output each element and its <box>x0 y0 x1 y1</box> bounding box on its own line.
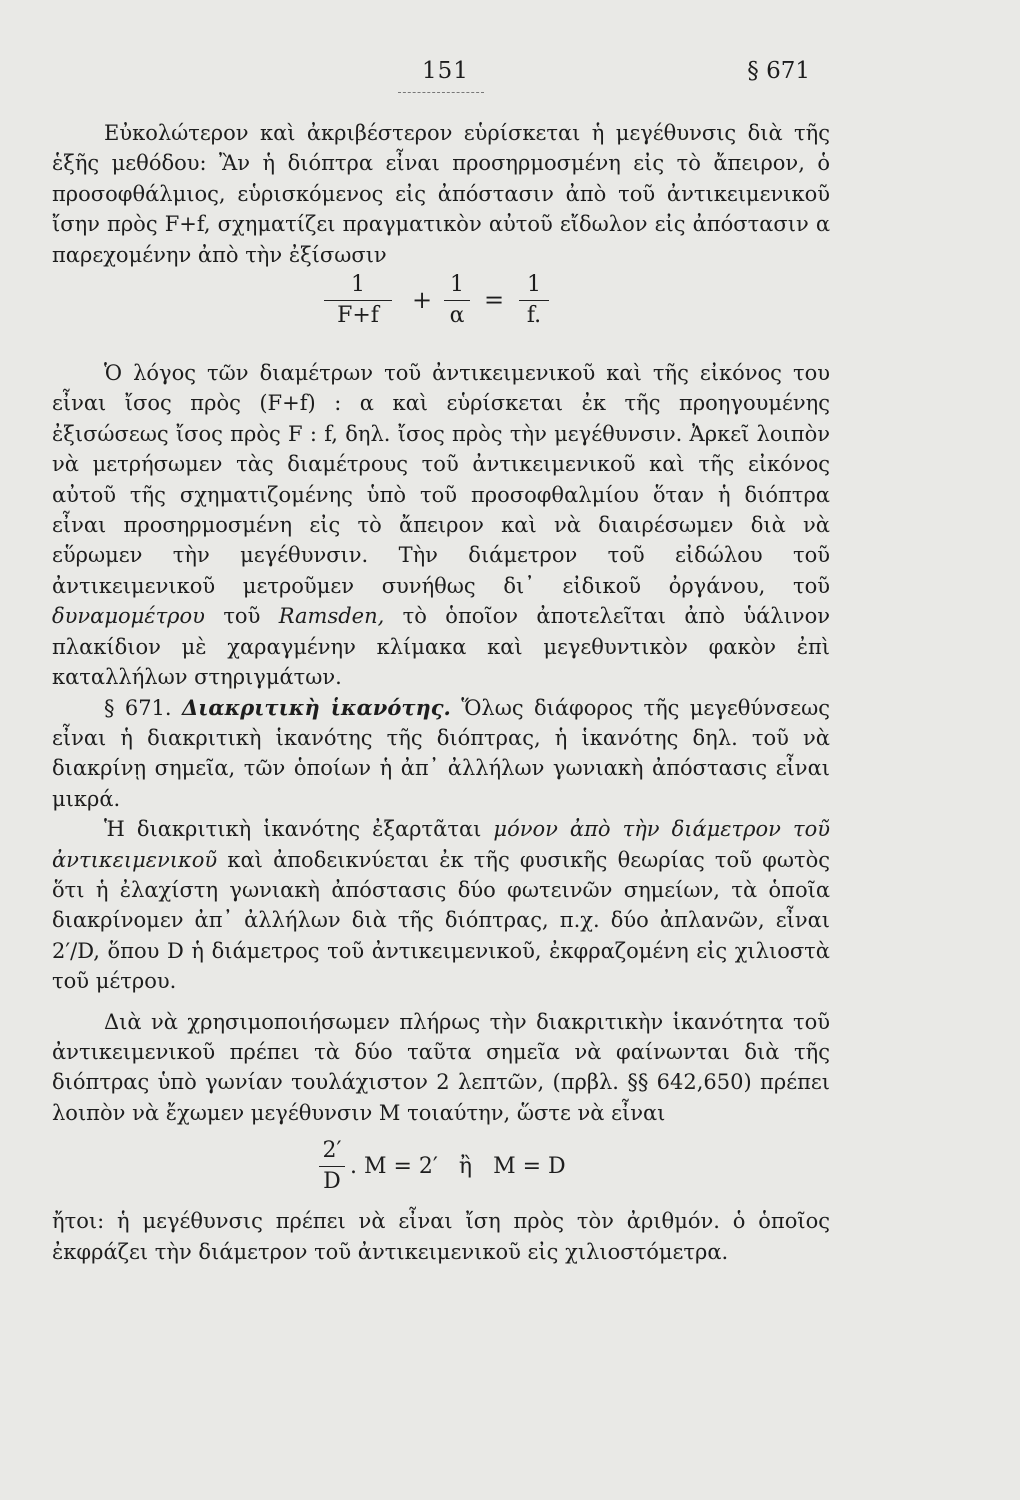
fraction-2-numerator: 1 <box>450 272 464 298</box>
paragraph-2-text: Ὁ λόγος τῶν διαμέτρων τοῦ ἀντικειμενικοῦ καὶ τῆς εἰκόνος του εἶναι ἴσος πρὸς (F+f) : α καὶ εὑρίσκεται ἐκ τῆς προηγουμένης ἐξισώσεως ἴσος πρὸς F : f, δηλ. ἴσος πρὸς τὴν μεγέθυνσιν. Ἀρκεῖ λοιπὸν νὰ μετρήσωμεν τὰς διαμέτρους τοῦ ἀντικειμενικοῦ καὶ τῆς εἰκόνος αὐτοῦ τῆς σχηματιζομένης ὑπὸ τοῦ προσοφθαλμίου ὅταν ἡ διόπτρα εἶναι προσηρμοσμένη εἰς τὸ ἄπειρον καὶ νὰ διαιρέσωμεν διὰ νὰ εὕρωμεν τὴν μεγέθυνσιν. Τὴν διάμετρον τοῦ εἰδώλου τοῦ ἀντικειμενικοῦ μετροῦμεν συνήθως δι᾽ εἰδικοῦ ὀργάνου, τοῦ <box>52 361 830 598</box>
header-rule <box>398 92 484 93</box>
paragraph-2-mid: τοῦ <box>223 604 261 629</box>
paragraph-4-start: Ἡ διακριτικὴ ἱκανότης ἐξαρτᾶται <box>104 817 482 842</box>
fraction-3-denominator: f. <box>526 303 542 329</box>
paragraph-4-end: καὶ ἀποδεικνύεται ἐκ τῆς φυσικῆς θεωρίας τοῦ φωτὸς ὅτι ἡ ἐλαχίστη γωνιακὴ ἀπόστασις δύο φωτεινῶν σημείων, τὰ ὁποῖα διακρίνομεν ἀπ᾽ ἀλλήλων διὰ τῆς διόπτρας, π.χ. δύο ἀπλανῶν, εἶναι 2′/D, ὅπου D ἡ διάμετρος τοῦ ἀντικειμενικοῦ, ἐκφραζομένη εἰς χιλιοστὰ τοῦ μέτρου. <box>52 847 830 994</box>
magnification-fraction-numerator: 2′ <box>322 1138 342 1164</box>
dynamometer-term: δυναμομέτρου <box>52 604 205 629</box>
paragraph-1: Εὐκολώτερον καὶ ἀκριβέστερον εὑρίσκεται ἡ μεγέθυνσις διὰ τῆς ἑξῆς μεθόδου: Ἂν ἡ διόπτρα εἶναι προσηρμοσμένη εἰς τὸ ἄπειρον, ὁ προσοφθάλμιος, εὑρισκόμενος εἰς ἀπόστασιν ἀπὸ τοῦ ἀντικειμενικοῦ ἴσην πρὸς F+f, σχηματίζει πραγματικὸν αὐτοῦ εἴδωλον εἰς ἀπόστασιν α παρεχομένην ἀπὸ τὴν ἐξίσωσιν <box>52 121 830 267</box>
fraction-1 <box>322 270 394 331</box>
section-title: Διακριτικὴ ἱκανότης. <box>181 694 451 720</box>
plus-sign: + <box>412 286 433 315</box>
paragraph-5: Διὰ νὰ χρησιμοποιήσωμεν πλήρως τὴν διακριτικὴν ἱκανότητα τοῦ ἀντικειμενικοῦ πρέπει τὰ δύο ταῦτα σημεῖα νὰ φαίνωνται διὰ τῆς διόπτρας ὑπὸ γωνίαν τουλάχιστον 2 λεπτῶν, (πρβλ. §§ 642,650) πρέπει λοιπὸν νὰ ἔχωμεν μεγέθυνσιν M τοιαύτην, ὥστε νὰ εἶναι <box>52 1009 830 1125</box>
ramsden-name: Ramsden, <box>278 604 385 629</box>
fraction-3 <box>517 270 551 331</box>
fraction-2-denominator: α <box>449 303 465 329</box>
paragraph-2 <box>52 358 830 692</box>
magnification-fraction <box>317 1136 347 1197</box>
equals-sign: = <box>484 286 505 315</box>
lens-equation <box>52 270 830 358</box>
fraction-2 <box>442 270 472 331</box>
paragraph-2-end: τὸ ὁποῖον ἀποτελεῖται ἀπὸ ὑάλινον πλακίδιον μὲ χαραγμένην κλίμακα καὶ μεγεθυντικὸν φακὸν ἐπὶ καταλλήλων στηριγμάτων. <box>52 604 830 690</box>
section-number: § 671. <box>104 695 172 720</box>
page-number: 151 <box>422 58 469 84</box>
paragraph-4 <box>52 814 830 996</box>
fraction-1-denominator: F+f <box>337 303 379 329</box>
magnification-equation <box>52 1128 830 1206</box>
paragraph-3 <box>52 693 830 815</box>
paragraph-6: ἤτοι: ἡ μεγέθυνσις πρέπει νὰ εἶναι ἴση πρὸς τὸν ἀριθμόν. ὁ ὁποῖος ἐκφράζει τὴν διάμετρον τοῦ ἀντικειμενικοῦ εἰς χιλιοστόμετρα. <box>52 1209 830 1264</box>
page-header <box>0 58 1020 98</box>
body-text <box>52 118 830 1267</box>
magnification-expression: . M = 2′ ἢ M = D <box>350 1154 566 1180</box>
magnification-fraction-denominator: D <box>323 1169 341 1195</box>
paragraph-3-text: Ὅλως διάφορος τῆς μεγεθύνσεως εἶναι ἡ διακριτικὴ ἱκανότης τῆς διόπτρας, ἡ ἱκανότης δηλ. τοῦ νὰ διακρίνῃ σημεῖα, τῶν ὁποίων ἡ ἀπ᾽ ἀλλήλων γωνιακὴ ἀπόστασις εἶναι μικρά. <box>52 695 830 811</box>
fraction-3-numerator: 1 <box>527 272 541 298</box>
section-reference: § 671 <box>747 58 810 84</box>
paragraph-4-emphasis: μόνον ἀπὸ τὴν διάμετρον τοῦ ἀντικειμενικοῦ <box>52 817 830 872</box>
fraction-1-numerator: 1 <box>351 272 365 298</box>
